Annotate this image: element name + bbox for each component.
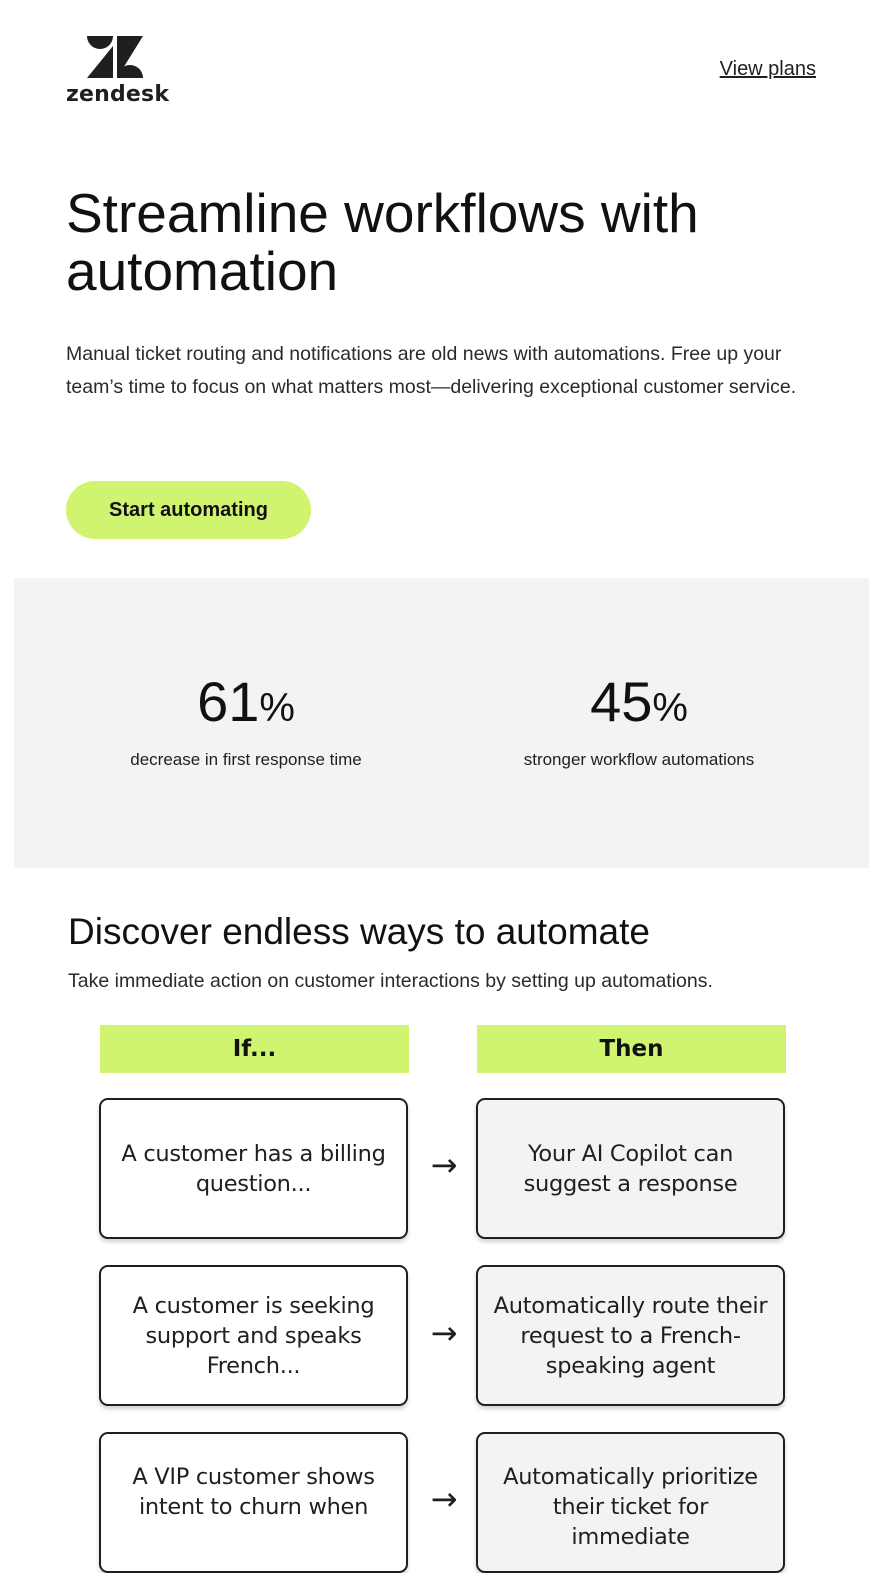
stat-value: 61% [197, 670, 295, 733]
if-column-header: If... [100, 1025, 409, 1073]
arrow-right-icon: → [430, 1146, 458, 1184]
discover-subtitle: Take immediate action on customer interactions by setting up automations. [68, 970, 713, 992]
arrow-right-icon: → [430, 1314, 458, 1352]
discover-title: Discover endless ways to automate [68, 911, 650, 952]
arrow-right-icon: → [430, 1480, 458, 1518]
view-plans-link[interactable]: View plans [719, 58, 816, 80]
zendesk-logo-icon [87, 36, 143, 78]
hero-title: Streamline workflows with automation [66, 182, 699, 302]
zendesk-logo[interactable] [66, 36, 170, 107]
start-automating-button[interactable]: Start automating [66, 481, 311, 539]
logo-wordmark: zendesk [66, 82, 170, 107]
if-card: A customer is seeking support and speaks French... [99, 1265, 408, 1406]
then-card: Your AI Copilot can suggest a response [476, 1098, 785, 1239]
stats-panel [14, 578, 869, 868]
email-header [0, 0, 887, 140]
then-card: Automatically prioritize their ticket for immediate [476, 1432, 785, 1573]
stat-first-response [86, 670, 406, 770]
if-card: A customer has a billing question... [99, 1098, 408, 1239]
stat-label: stronger workflow automations [523, 750, 755, 769]
stat-workflow-automations [479, 670, 799, 770]
then-card: Automatically route their request to a French-speaking agent [476, 1265, 785, 1406]
if-card: A VIP customer shows intent to churn when [99, 1432, 408, 1573]
then-column-header: Then [477, 1025, 786, 1073]
stat-value: 45% [590, 670, 688, 733]
hero-description: Manual ticket routing and notifications are old news with automations. Free up your team’s time to focus on what matters most—delivering exceptional customer service. [66, 343, 797, 398]
stat-label: decrease in first response time [130, 750, 362, 769]
